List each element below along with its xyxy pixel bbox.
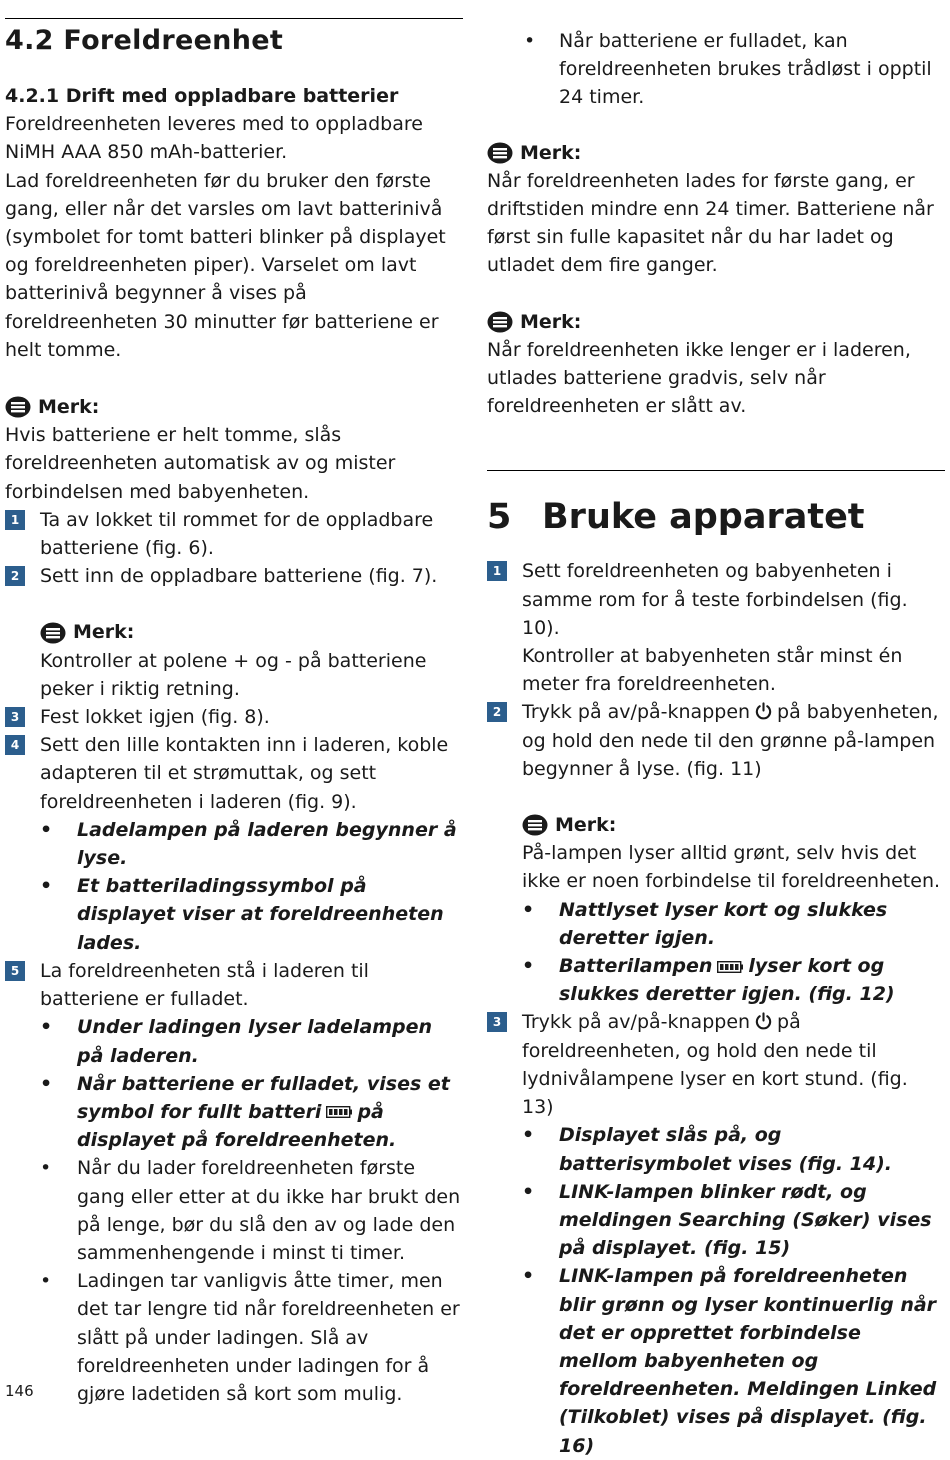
note-text: Hvis batteriene er helt tomme, slås foreldreenheten automatisk av og mister forbindelsen med babyenheten. (5, 424, 396, 503)
step-number-badge: 5 (5, 961, 25, 981)
step-text: Trykk på av/på-knappen (522, 1011, 751, 1034)
step-4 (5, 731, 463, 816)
step-number-badge: 4 (5, 735, 25, 755)
note-text: Kontroller at polene + og - på batteriene peker i riktig retning. (40, 649, 427, 700)
list-item: • Ladingen tar vanligvis åtte timer, men det tar lengre tid når foreldreenheten er slått på under ladingen. Slå av foreldreenheten under ladingen for å gjøre ladetiden så kort som mulig. (5, 1267, 463, 1408)
step-number-badge: 1 (487, 561, 507, 581)
intro-paragraph-2: Lad foreldreenheten før du bruker den første gang, eller når det varsles om lavt batterinivå (symbolet for tomt batteri blinker på displayet og foreldreenheten piper). Varselet om lavt batterinivå begynner å vises på foreldreenheten 30 minutter før batteriene er helt tomme. (5, 169, 446, 361)
step-2 (487, 698, 945, 783)
list-item-text: Batterilampen (559, 955, 713, 978)
list-item-text: lyser kort og slukkes deretter igjen. (fig. 12) (559, 955, 895, 1006)
note-2 (5, 618, 463, 703)
step-text: Sett den lille kontakten inn i laderen, koble adapteren til et strømuttak, og sett foreldreenheten i laderen (fig. 9). (40, 734, 449, 813)
note-text: Når foreldreenheten lades for første gang, er driftstiden mindre enn 24 timer. Batteriene når først sin fulle kapasitet når du har ladet og utladet dem fire ganger. (487, 169, 934, 277)
list-item: • LINK-lampen på foreldreenheten blir grønn og lyser kontinuerlig når det er opprettet forbindelse mellom babyenheten og foreldreenheten. Meldingen Linked (Tilkoblet) vises på displayet. (fig. 16) (487, 1262, 945, 1459)
note-label: Merk: (555, 814, 617, 837)
battery-full-icon (717, 961, 743, 973)
note-icon (5, 396, 31, 418)
step-text: Trykk på av/på-knappen (522, 701, 751, 724)
page-number: 146 (5, 1382, 34, 1400)
step-text: på babyenheten, og hold den nede til den grønne på-lampen begynner å lyse. (fig. 11) (522, 701, 939, 780)
list-item (5, 1070, 463, 1155)
left-column (5, 0, 463, 1408)
step-number-badge: 3 (487, 1012, 507, 1032)
list-item: • Når batteriene er fulladet, kan foreldreenheten brukes trådløst i opptil 24 timer. (487, 27, 945, 112)
list-item: • Når du lader foreldreenheten første gang eller etter at du ikke har brukt den på lenge, bør du slå den av og lade den sammenhengende i minst ti timer. (5, 1154, 463, 1267)
chapter-title-text: Bruke apparatet (542, 497, 865, 538)
section-title: 4.2 Foreldreenhet (5, 25, 284, 56)
list-item: • LINK-lampen blinker rødt, og meldingen Searching (Søker) vises på displayet. (fig. 15) (487, 1178, 945, 1263)
step-text-2: Kontroller at babyenheten står minst én meter fra foreldreenheten. (522, 645, 903, 696)
note-text: På-lampen lyser alltid grønt, selv hvis det ikke er noen forbindelse til foreldreenheten. (522, 842, 941, 893)
note-label: Merk: (520, 141, 582, 164)
battery-full-icon (326, 1106, 352, 1118)
list-item: • Nattlyset lyser kort og slukkes deretter igjen. (487, 896, 945, 952)
note-label: Merk: (38, 396, 100, 419)
note-5 (487, 811, 945, 896)
step-3 (487, 1008, 945, 1121)
list-item-text: på displayet på foreldreenheten. (77, 1100, 397, 1152)
power-icon (754, 702, 773, 721)
list-item (487, 952, 945, 1008)
list-item-text: Når batteriene er fulladet, vises et symbol for fullt batteri (77, 1072, 450, 1123)
step-text: Sett foreldreenheten og babyenheten i samme rom for å teste forbindelsen (fig. 10). (522, 560, 908, 639)
intro-paragraph: Foreldreenheten leveres med to oppladbare NiMH AAA 850 mAh-batterier. (5, 113, 423, 164)
step-text: på foreldreenheten, og hold den nede til lydnivålampene lyser en kort stund. (fig. 13) (522, 1011, 908, 1119)
step-text: Ta av lokket til rommet for de oppladbare batteriene (fig. 6). (40, 508, 434, 560)
note-1 (5, 393, 463, 506)
chapter-title (487, 494, 945, 540)
note-icon (40, 622, 66, 644)
step-number-badge: 3 (5, 707, 25, 727)
right-column (487, 0, 945, 1460)
step-text: Sett inn de oppladbare batteriene (fig. 7). (40, 565, 438, 588)
list-item: • Ladelampen på laderen begynner å lyse. (5, 816, 463, 872)
note-label: Merk: (520, 310, 582, 333)
step-2 (5, 562, 463, 590)
step-number-badge: 2 (5, 566, 25, 586)
step-text: Fest lokket igjen (fig. 8). (40, 706, 270, 729)
step-5 (5, 957, 463, 1013)
list-item: • Displayet slås på, og batterisymbolet vises (fig. 14). (487, 1121, 945, 1177)
step-1 (487, 557, 945, 698)
list-item: • Et batteriladingssymbol på displayet viser at foreldreenheten lades. (5, 872, 463, 957)
list-item: • Under ladingen lyser ladelampen på laderen. (5, 1013, 463, 1069)
note-icon (487, 311, 513, 333)
note-3 (487, 139, 945, 280)
power-icon (754, 1012, 773, 1031)
note-text: Når foreldreenheten ikke lenger er i laderen, utlades batteriene gradvis, selv når foreldreenheten er slått av. (487, 338, 911, 418)
note-label: Merk: (73, 621, 135, 644)
subsection-title: 4.2.1 Drift med oppladbare batterier (5, 85, 399, 107)
note-icon (487, 142, 513, 164)
step-3 (5, 703, 463, 731)
step-number-badge: 2 (487, 702, 507, 722)
step-1 (5, 506, 463, 562)
step-number-badge: 1 (5, 510, 25, 530)
note-icon (522, 814, 548, 836)
chapter-number: 5 (487, 497, 512, 538)
section-top-rule (5, 18, 463, 19)
note-4 (487, 308, 945, 421)
step-text: La foreldreenheten stå i laderen til batteriene er fulladet. (40, 959, 369, 1011)
chapter-top-rule (487, 470, 945, 471)
